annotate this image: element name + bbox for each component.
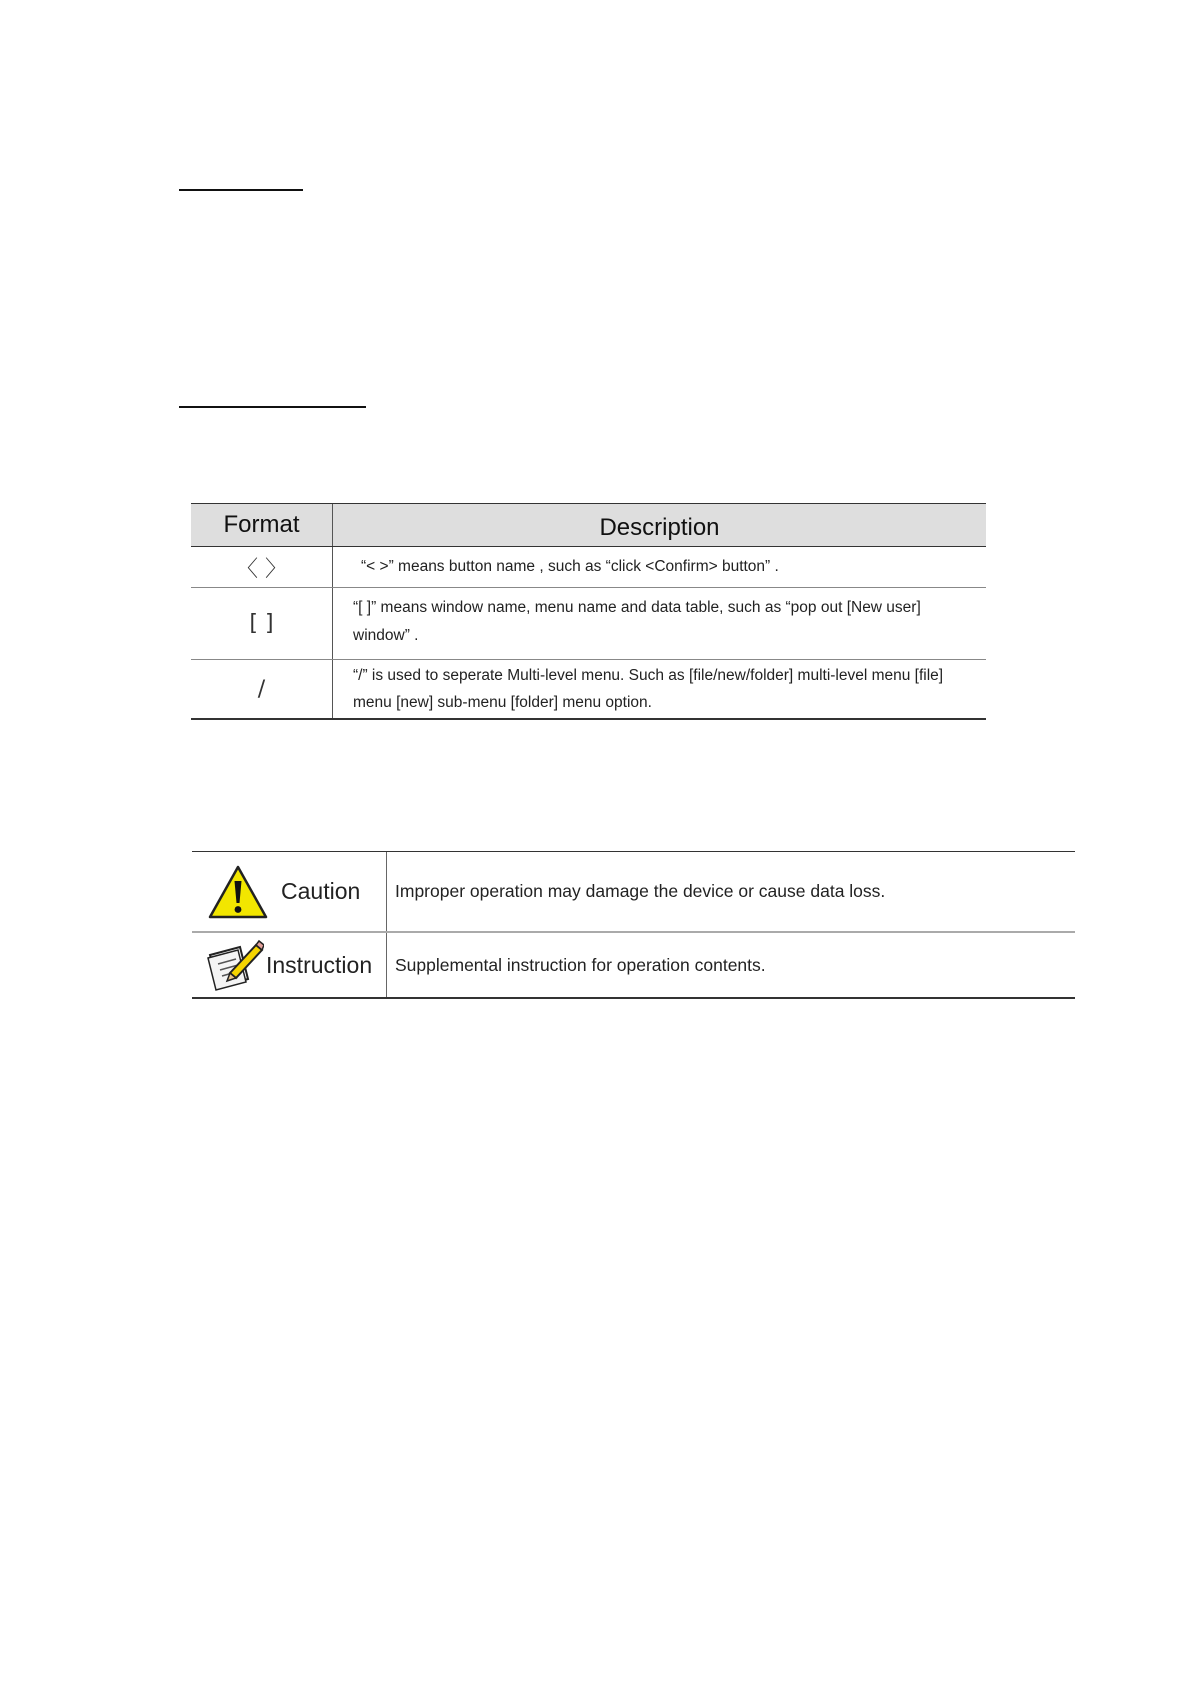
format-description: “[ ]” means window name, menu name and data table, such as “pop out [New user] window” . xyxy=(353,599,921,644)
section-heading-underline xyxy=(179,189,303,191)
format-conventions-table xyxy=(191,503,986,720)
notice-label-cell xyxy=(192,852,387,931)
instruction-label: Instruction xyxy=(266,951,373,978)
header-format: Format xyxy=(191,504,333,546)
notice-symbols-table xyxy=(192,851,1075,999)
warning-triangle-icon xyxy=(207,864,269,920)
format-symbol: / xyxy=(191,660,333,718)
caution-label: Caution xyxy=(281,878,361,904)
format-description: “/” is used to seperate Multi-level menu. Such as [file/new/folder] multi-level menu [file] menu [new] sub-menu [folder] menu option. xyxy=(353,667,944,711)
notice-label-cell xyxy=(192,933,387,997)
notepad-pencil-icon xyxy=(206,939,264,991)
instruction-text: Supplemental instruction for operation contents. xyxy=(395,954,766,975)
table-row xyxy=(191,547,986,588)
table-row xyxy=(191,660,986,720)
notice-row-caution xyxy=(192,852,1075,933)
table-header-row xyxy=(191,503,986,547)
header-description: Description xyxy=(599,514,720,541)
format-description: “< >” means button name , such as “click <Confirm> button” . xyxy=(361,558,779,575)
format-symbol: [ ] xyxy=(191,588,333,659)
notice-row-instruction xyxy=(192,933,1075,999)
caution-text: Improper operation may damage the device or cause data loss. xyxy=(395,881,886,901)
section-heading-underline xyxy=(179,406,366,408)
format-symbol: 〈 〉 xyxy=(191,547,333,587)
table-row xyxy=(191,588,986,660)
